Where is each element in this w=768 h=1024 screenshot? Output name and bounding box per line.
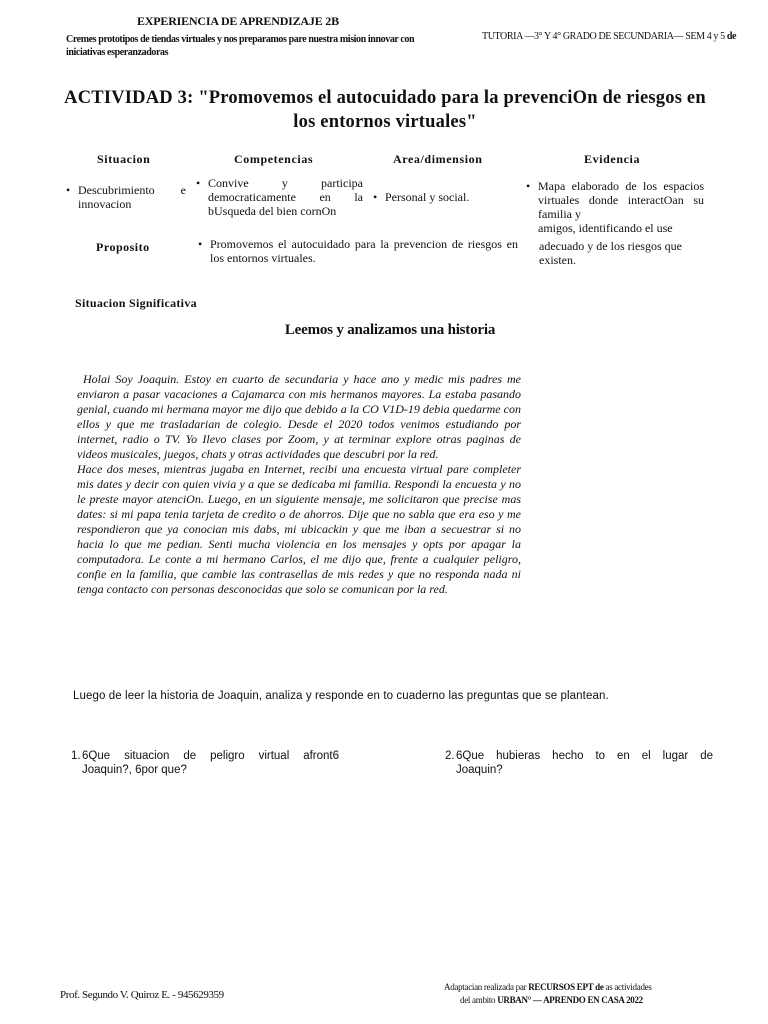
header-competencias: Competencias <box>234 152 314 166</box>
question-2 <box>445 749 713 777</box>
experience-subtitle: Cremes prototipos de tiendas virtuales y nos preparamos pare nuestra mision innovar con iniciativas esperanzadoras <box>66 34 415 58</box>
footer-author: Prof. Segundo V. Quiroz E. - 945629359 <box>60 989 224 1001</box>
story-title: Leemos y analizamos una historia <box>284 322 496 338</box>
story-paragraph-1: Holai Soy Joaquin. Estoy en cuarto de secundaria y hace ano y medic mis padres me enviaron a pasar vacaciones a Cajamarca con mis hermanos mayores. La estaba pasando genial, cuando mi hermana mayor me dijo que debido a la CO V1D-19 debia quedarme con ellos y que me trasladarian de colegio. Desde el 2020 todos venimos estudiando por internet, radio o TV. Yo Ilevo clases por Zoom, y at terminar explore otras paginas de videos musicales, juegos, chats y otras actividades que descubri por la red. <box>77 372 521 461</box>
question-1-number: 1. <box>71 750 81 762</box>
header-evidencia: Evidencia <box>584 152 641 166</box>
evidencia-text-3: adecuado y de los riesgos que existen. <box>539 239 682 267</box>
tutoria-label <box>482 31 736 42</box>
question-2-line-2: Joaquin? <box>456 764 503 776</box>
cell-competencias <box>196 176 363 218</box>
competencias-text: Convive y participa democraticamente en la bUsqueda del bien cornOn <box>208 176 363 218</box>
activity-title: ACTIVIDAD 3: "Promovemos el autocuidado para la prevenciOn de riesgos en los entornos virtuales" <box>64 88 706 132</box>
story-paragraph-2: Hace dos meses, mientras jugaba en Internet, recibi una encuesta virtual pare completer mis dates y decir con quien vivia y a que se dedicaba mi familia. Respondi la encuesta y no le preste mayor atenciOn. Luego, en un siguiente mensaje, me solicitaron que precise mas dates: si mi papa tenia tarjeta de credito o de ahorros. Dije que no sabla que era eso y me respondieron que ya conocian mis dabs, mi ubicackin y que me iban a secuestrar si no hacia lo que me pedian. Senti mucha violencia en los mensajes y opts por apagar la computadora. Le conte a mi hermano Carlos, el me dijo que, frente a cualquier peligro, confie en la familia, que cambie las contrasellas de mis redes y que no responda nada ni tenga contacto con personas desconocidas que solo se comunican por la red. <box>77 462 521 596</box>
cell-proposito <box>198 237 518 265</box>
footer-line2-prefix: del ambito <box>460 995 498 1005</box>
cell-area <box>373 190 503 204</box>
footer-adaptation <box>444 981 652 1007</box>
area-text: Personal y social. <box>385 190 470 204</box>
footer-adaptation-suffix: as actividades <box>603 982 652 992</box>
bullet-icon: • <box>196 176 201 190</box>
header-area: Area/dimension <box>393 152 483 166</box>
situacion-text: Descubrimiento e innovacion <box>78 183 186 211</box>
experience-title: EXPERIENCIA DE APRENDIZAJE 2B <box>137 14 339 28</box>
bullet-icon: • <box>198 237 203 251</box>
evidencia-text-2: amigos, identificando el use <box>538 221 673 235</box>
footer-line2-bold: URBAN° — APRENDO EN CASA 2022 <box>497 995 643 1005</box>
bullet-icon: • <box>373 190 378 204</box>
cell-situacion <box>66 183 186 211</box>
proposito-label: Proposito <box>96 240 150 254</box>
evidencia-text-1: Mapa elaborado de los espacios virtuales donde interactOan su familia y <box>538 179 704 221</box>
tutoria-text: TUTORIA —3° Y 4° GRADO DE SECUNDARIA— SEM 4 y 5 <box>482 31 725 42</box>
question-1-line-1: 6Que situacion de peligro virtual afront6 <box>82 750 339 762</box>
question-1-line-2: Joaquin?, 6por que? <box>82 764 187 776</box>
question-2-number: 2. <box>445 750 455 762</box>
question-1 <box>71 749 339 777</box>
question-2-line-1: 6Que hubieras hecho to en el lugar de <box>456 750 713 762</box>
cell-evidencia <box>526 179 704 235</box>
tutoria-bold: de <box>724 31 737 42</box>
story-text <box>77 372 521 597</box>
situacion-significativa-label: Situacion Significativa <box>75 296 197 310</box>
header-situacion: Situacion <box>97 152 151 166</box>
footer-adaptation-prefix: Adaptacian realizada par <box>444 982 529 992</box>
bullet-icon: • <box>66 183 71 197</box>
bullet-icon: • <box>526 179 531 193</box>
proposito-text: Promovemos el autocuidado para la prevencion de riesgos en los entornos virtuales. <box>210 237 518 265</box>
instruction-text: Luego de leer la historia de Joaquin, analiza y responde en to cuaderno las preguntas que se plantean. <box>73 690 609 702</box>
footer-adaptation-bold: RECURSOS EPT de <box>528 982 604 992</box>
